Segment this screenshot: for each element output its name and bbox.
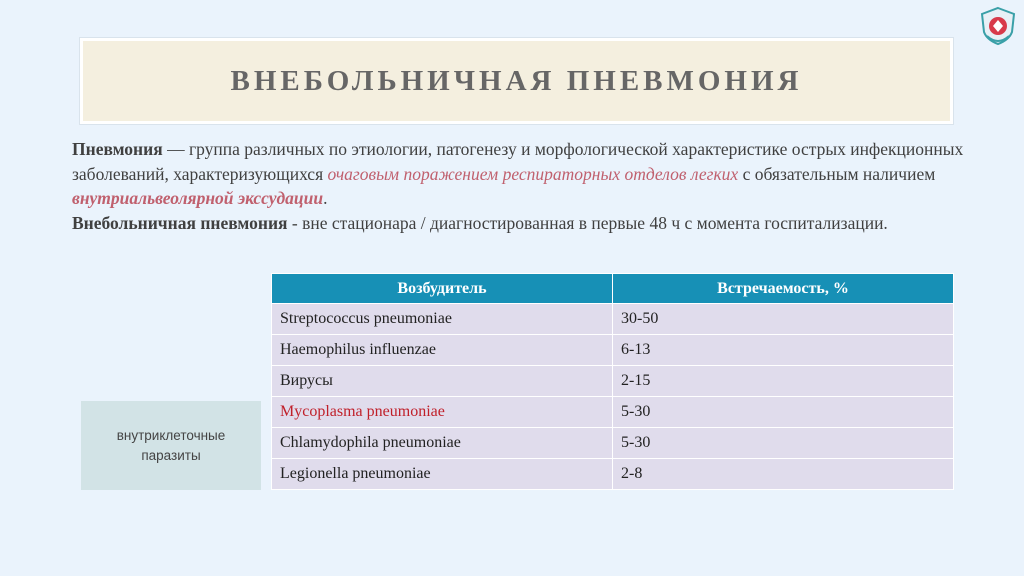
cap-text: - вне стационара / диагностированная в первые 48 ч с момента госпитализации.	[287, 212, 888, 233]
definition-part1: — группа различных по этиологии, патогенезу и морфологической характеристике острых инфекционных заболеваний, характеризующихся	[72, 139, 964, 184]
rate-cell: 30-50	[613, 304, 954, 335]
definition-part3: .	[323, 188, 328, 208]
rate-cell: 2-15	[613, 366, 954, 397]
pathogen-cell: Streptococcus pneumoniae	[272, 304, 613, 335]
header-pathogen: Возбудитель	[272, 274, 613, 304]
page-title: ВНЕБОЛЬНИЧНАЯ ПНЕВМОНИЯ	[230, 64, 803, 97]
definition-italic2: внутриальвеолярной экссудации	[72, 188, 324, 208]
table-row	[272, 459, 954, 490]
rate-cell: 5-30	[613, 397, 954, 428]
pathogen-cell: Mycoplasma pneumoniae	[272, 397, 613, 428]
cap-definition	[72, 211, 967, 236]
table-row	[272, 428, 954, 459]
pathogen-cell: Haemophilus influenzae	[272, 335, 613, 366]
pathogen-table	[271, 273, 954, 490]
definition-text	[72, 137, 967, 235]
pneumonia-definition	[72, 137, 967, 211]
rate-cell: 5-30	[613, 428, 954, 459]
definition-part2: с обязательным наличием	[738, 163, 936, 184]
definition-italic1: очаговым поражением респираторных отделов легких	[327, 163, 739, 184]
header-rate: Встречаемость, %	[613, 274, 954, 304]
university-emblem-icon	[979, 6, 1017, 46]
table-row	[272, 304, 954, 335]
definition-term: Пневмония	[72, 139, 163, 159]
table-row	[272, 366, 954, 397]
pathogen-cell: Chlamydophila pneumoniae	[272, 428, 613, 459]
table-row	[272, 335, 954, 366]
rate-cell: 6-13	[613, 335, 954, 366]
table-header-row	[272, 274, 954, 304]
table-row	[272, 397, 954, 428]
pathogen-cell: Legionella pneumoniae	[272, 459, 613, 490]
cap-term: Внебольничная пневмония	[72, 212, 288, 233]
title-banner	[80, 38, 953, 124]
pathogen-cell: Вирусы	[272, 366, 613, 397]
rate-cell: 2-8	[613, 459, 954, 490]
intracellular-parasites-label: внутриклеточные паразиты	[81, 401, 261, 490]
